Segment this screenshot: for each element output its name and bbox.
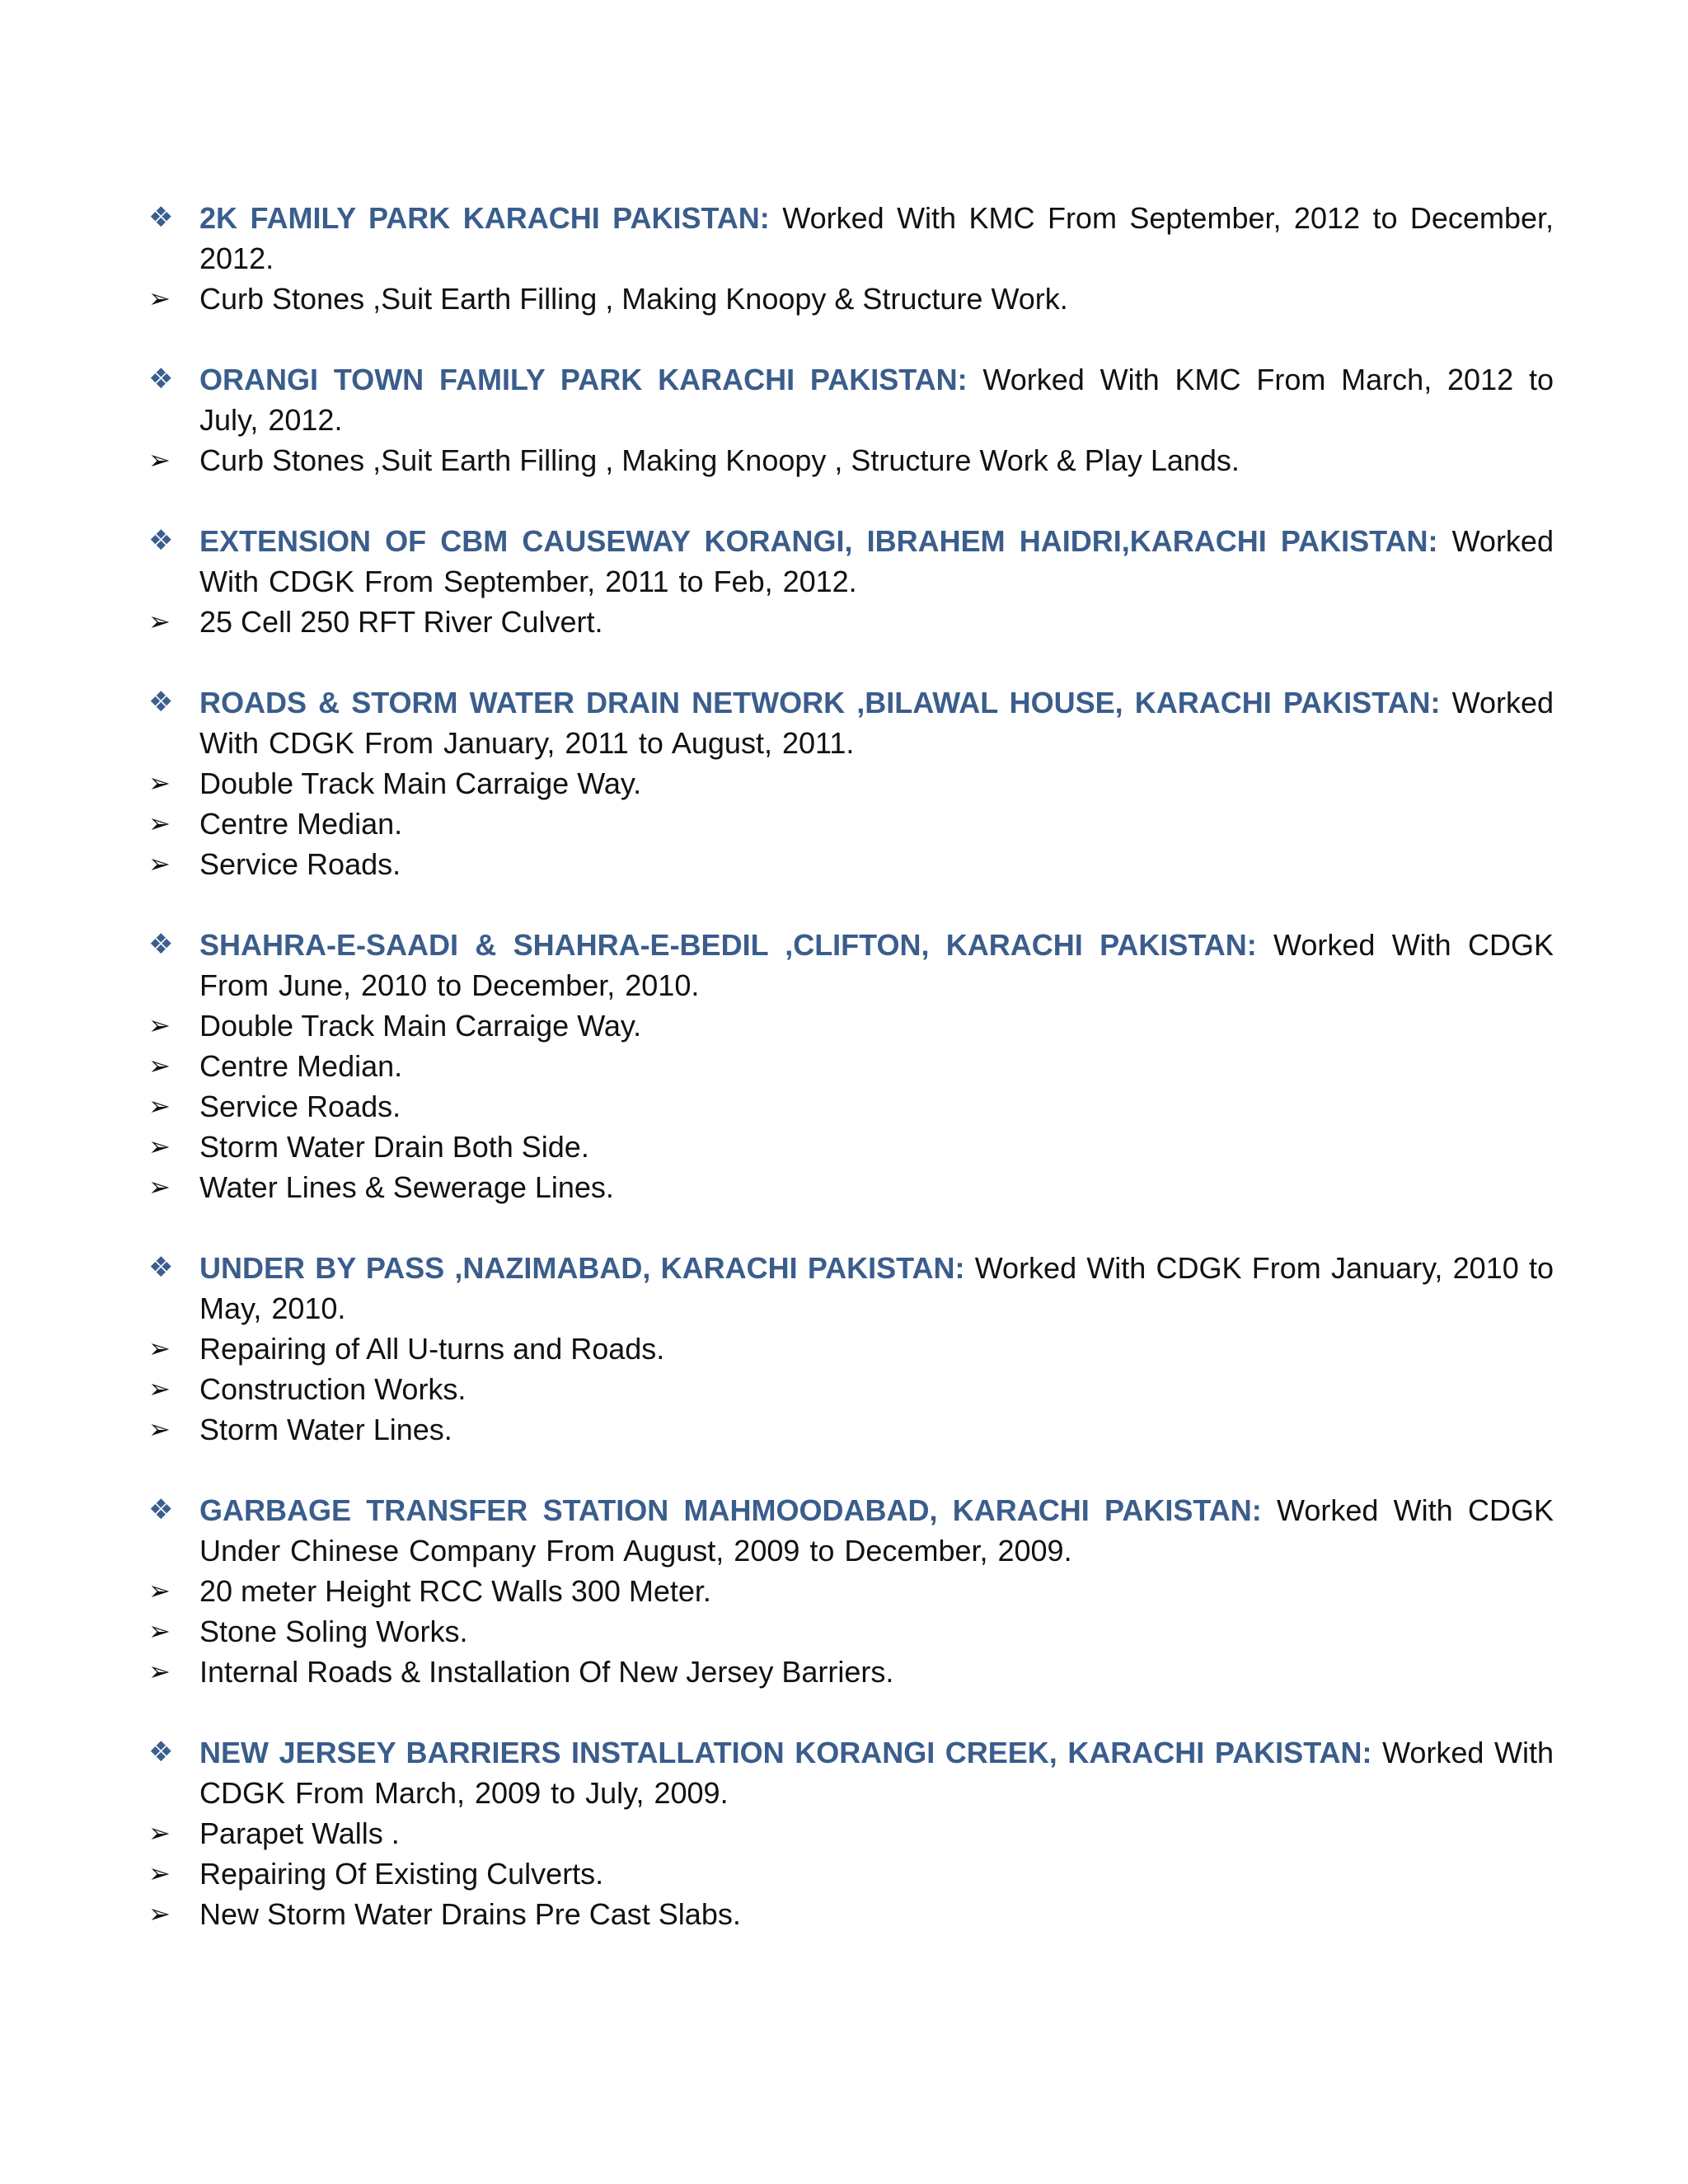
project-heading (148, 359, 1554, 440)
arrow-bullet-icon: ➢ (148, 848, 171, 879)
arrow-bullet-icon: ➢ (148, 1090, 171, 1122)
project-description: Worked With CDGK From September, 2011 to Feb, 2012. (199, 524, 1554, 598)
project-task-text: New Storm Water Drains Pre Cast Slabs. (199, 1897, 741, 1931)
arrow-bullet-icon: ➢ (148, 1817, 171, 1849)
arrow-bullet-icon: ➢ (148, 1010, 171, 1041)
project-block (148, 1732, 1554, 1934)
project-task-text: Service Roads. (199, 1090, 401, 1123)
project-task-text: 25 Cell 250 RFT River Culvert. (199, 605, 603, 639)
project-description: Worked With CDGK From June, 2010 to December, 2010. (199, 928, 1554, 1002)
diamond-bullet-icon: ❖ (148, 363, 174, 396)
arrow-bullet-icon: ➢ (148, 1615, 171, 1647)
project-task-item (148, 1813, 1554, 1854)
project-task-item (148, 763, 1554, 804)
project-list (148, 198, 1554, 1975)
project-task-text: Repairing of All U-turns and Roads. (199, 1332, 665, 1366)
project-task-text: Centre Median. (199, 807, 403, 841)
arrow-bullet-icon: ➢ (148, 606, 171, 637)
project-task-item (148, 1086, 1554, 1127)
project-block (148, 198, 1554, 319)
diamond-bullet-icon: ❖ (148, 1736, 174, 1769)
project-task-text: Internal Roads & Installation Of New Jersey Barriers. (199, 1655, 894, 1689)
arrow-bullet-icon: ➢ (148, 1171, 171, 1202)
arrow-bullet-icon: ➢ (148, 767, 171, 799)
project-heading (148, 682, 1554, 763)
project-task-item (148, 1652, 1554, 1692)
project-task-text: Double Track Main Carraige Way. (199, 766, 642, 800)
project-title: NEW JERSEY BARRIERS INSTALLATION KORANGI CREEK, KARACHI PAKISTAN: (199, 1736, 1372, 1769)
project-heading (148, 1490, 1554, 1571)
project-block (148, 1248, 1554, 1450)
project-heading-text (199, 1732, 1554, 1813)
project-heading-text (199, 925, 1554, 1005)
project-task-text: Double Track Main Carraige Way. (199, 1009, 642, 1043)
project-title: 2K FAMILY PARK KARACHI PAKISTAN: (199, 201, 770, 235)
project-task-text: Parapet Walls . (199, 1816, 400, 1850)
project-heading-text (199, 1248, 1554, 1329)
project-heading-text (199, 359, 1554, 440)
project-task-item (148, 1611, 1554, 1652)
project-description: Worked With CDGK From January, 2011 to August, 2011. (199, 686, 1554, 760)
arrow-bullet-icon: ➢ (148, 1131, 171, 1162)
project-task-text: Centre Median. (199, 1049, 403, 1083)
arrow-bullet-icon: ➢ (148, 1050, 171, 1081)
project-task-text: Curb Stones ,Suit Earth Filling , Making Knoopy , Structure Work & Play Lands. (199, 443, 1240, 477)
project-title: EXTENSION OF CBM CAUSEWAY KORANGI, IBRAHEM HAIDRI,KARACHI PAKISTAN: (199, 524, 1438, 558)
project-heading-text (199, 198, 1554, 279)
diamond-bullet-icon: ❖ (148, 201, 174, 234)
project-task-item (148, 1167, 1554, 1207)
project-task-text: Repairing Of Existing Culverts. (199, 1857, 604, 1891)
project-heading (148, 198, 1554, 279)
diamond-bullet-icon: ❖ (148, 524, 174, 557)
project-block (148, 925, 1554, 1207)
project-block (148, 682, 1554, 884)
project-description: Worked With KMC From September, 2012 to December, 2012. (199, 201, 1554, 275)
diamond-bullet-icon: ❖ (148, 1493, 174, 1526)
project-task-item (148, 804, 1554, 844)
diamond-bullet-icon: ❖ (148, 928, 174, 961)
project-task-text: Storm Water Drain Both Side. (199, 1130, 589, 1164)
arrow-bullet-icon: ➢ (148, 1898, 171, 1929)
project-heading (148, 1732, 1554, 1813)
project-description: Worked With CDGK Under Chinese Company From August, 2009 to December, 2009. (199, 1493, 1554, 1568)
project-block (148, 1490, 1554, 1692)
project-task-item (148, 1571, 1554, 1611)
project-task-text: Water Lines & Sewerage Lines. (199, 1170, 614, 1204)
project-task-item (148, 1127, 1554, 1167)
project-description: Worked With CDGK From March, 2009 to July, 2009. (199, 1736, 1554, 1810)
project-task-text: Construction Works. (199, 1372, 467, 1406)
arrow-bullet-icon: ➢ (148, 1333, 171, 1364)
project-task-item (148, 1854, 1554, 1894)
project-task-item (148, 602, 1554, 642)
project-task-item (148, 1329, 1554, 1369)
project-title: UNDER BY PASS ,NAZIMABAD, KARACHI PAKISTAN: (199, 1251, 965, 1285)
project-heading (148, 1248, 1554, 1329)
arrow-bullet-icon: ➢ (148, 444, 171, 476)
project-task-text: Stone Soling Works. (199, 1615, 468, 1648)
project-task-item (148, 1409, 1554, 1450)
arrow-bullet-icon: ➢ (148, 1373, 171, 1404)
project-block (148, 359, 1554, 480)
project-title: GARBAGE TRANSFER STATION MAHMOODABAD, KARACHI PAKISTAN: (199, 1493, 1262, 1527)
arrow-bullet-icon: ➢ (148, 1858, 171, 1889)
project-heading (148, 925, 1554, 1005)
project-title: ORANGI TOWN FAMILY PARK KARACHI PAKISTAN: (199, 363, 968, 396)
project-task-item (148, 440, 1554, 480)
project-task-text: Service Roads. (199, 847, 401, 881)
arrow-bullet-icon: ➢ (148, 283, 171, 314)
project-task-item (148, 844, 1554, 884)
project-heading-text (199, 521, 1554, 602)
project-task-item (148, 1894, 1554, 1934)
project-task-item (148, 1369, 1554, 1409)
project-description: Worked With KMC From March, 2012 to July, 2012. (199, 363, 1554, 437)
project-block (148, 521, 1554, 642)
project-heading-text (199, 1490, 1554, 1571)
arrow-bullet-icon: ➢ (148, 1656, 171, 1687)
arrow-bullet-icon: ➢ (148, 1575, 171, 1606)
project-heading (148, 521, 1554, 602)
project-title: SHAHRA-E-SAADI & SHAHRA-E-BEDIL ,CLIFTON, KARACHI PAKISTAN: (199, 928, 1257, 962)
project-task-text: 20 meter Height RCC Walls 300 Meter. (199, 1574, 711, 1608)
project-heading-text (199, 682, 1554, 763)
project-task-item (148, 1046, 1554, 1086)
project-task-text: Storm Water Lines. (199, 1413, 452, 1446)
project-task-item (148, 1005, 1554, 1046)
project-title: ROADS & STORM WATER DRAIN NETWORK ,BILAWAL HOUSE, KARACHI PAKISTAN: (199, 686, 1441, 719)
arrow-bullet-icon: ➢ (148, 808, 171, 839)
project-task-text: Curb Stones ,Suit Earth Filling , Making Knoopy & Structure Work. (199, 282, 1068, 316)
project-description: Worked With CDGK From January, 2010 to May, 2010. (199, 1251, 1554, 1325)
diamond-bullet-icon: ❖ (148, 686, 174, 719)
project-task-item (148, 279, 1554, 319)
arrow-bullet-icon: ➢ (148, 1413, 171, 1445)
diamond-bullet-icon: ❖ (148, 1251, 174, 1284)
